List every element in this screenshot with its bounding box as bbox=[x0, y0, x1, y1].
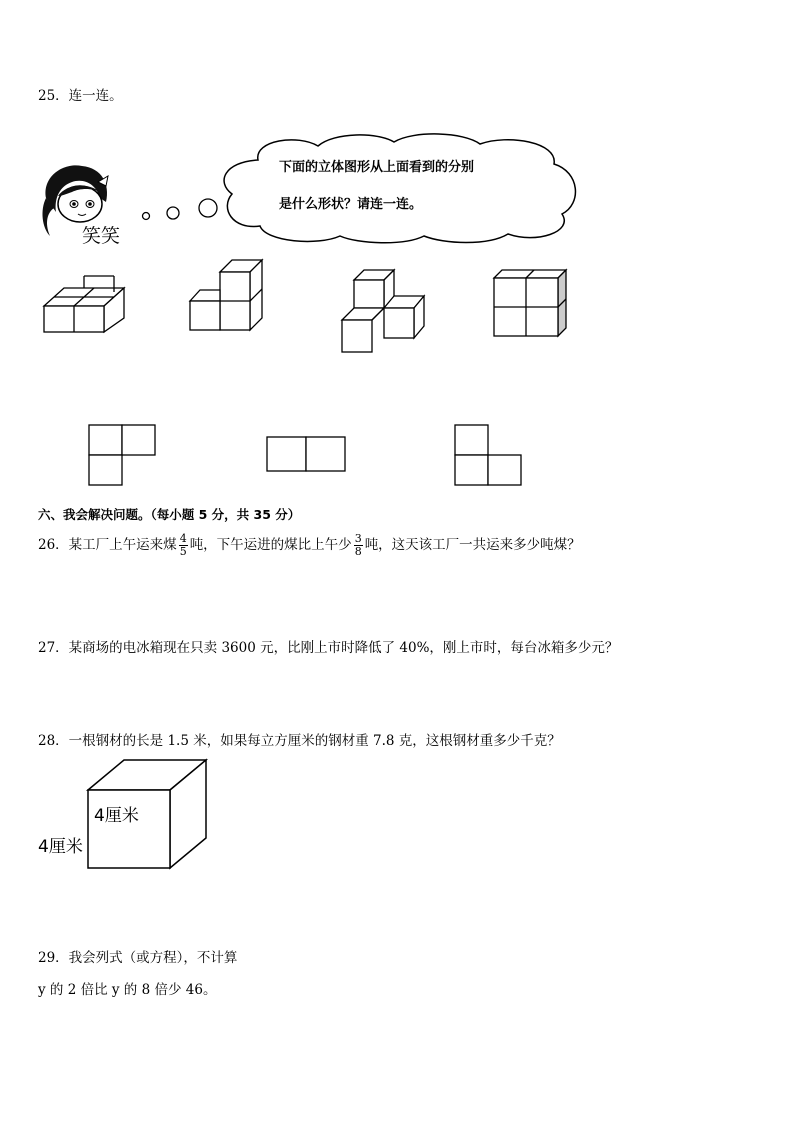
thought-dots bbox=[140, 196, 220, 226]
fraction-denominator: 8 bbox=[354, 545, 362, 558]
plane-view-2 bbox=[266, 436, 348, 474]
plane-view-1 bbox=[88, 424, 158, 488]
q27-text: 27．某商场的电冰箱现在只卖 3600 元，比刚上市时降低了 40%，刚上市时，每台冰箱多少元？ bbox=[38, 640, 619, 656]
plane-view-3 bbox=[454, 424, 526, 488]
q26-middle: 吨，下午运进的煤比上午少 bbox=[189, 537, 352, 553]
solid-figure-4 bbox=[492, 268, 568, 338]
bubble-line-2: 是什么形状？请连一连。 bbox=[279, 197, 423, 212]
fraction-numerator: 4 bbox=[179, 532, 187, 545]
fraction-numerator: 3 bbox=[354, 532, 362, 545]
label-left-dimension: 4厘米 bbox=[38, 837, 83, 857]
solid-figure-1 bbox=[44, 276, 124, 332]
character-name: 笑笑 bbox=[82, 225, 121, 247]
q28-text: 28．一根钢材的长是 1.5 米，如果每立方厘米的钢材重 7.8 克，这根钢材重多少千克？ bbox=[38, 733, 561, 749]
fraction-four-fifths bbox=[179, 533, 188, 558]
bubble-line-1: 下面的立体图形从上面看到的分别 bbox=[279, 160, 475, 175]
section-heading: 六、我会解决问题。（每小题 5 分，共 35 分） bbox=[38, 507, 301, 522]
q29-line-2: y 的 2 倍比 y 的 8 倍少 46。 bbox=[38, 982, 217, 998]
thought-cloud bbox=[218, 132, 584, 244]
fraction-denominator: 5 bbox=[179, 545, 187, 558]
q26-suffix: 吨，这天该工厂一共运来多少吨煤？ bbox=[364, 537, 581, 553]
q29-line-1: 29．我会列式（或方程），不计算 bbox=[38, 950, 238, 966]
fraction-three-eighths bbox=[354, 533, 363, 558]
label-top-dimension: 4厘米 bbox=[94, 806, 139, 826]
solid-figure-2 bbox=[188, 258, 264, 330]
q26-text bbox=[38, 528, 581, 562]
solid-figure-3 bbox=[340, 268, 426, 354]
q25-label: 25．连一连。 bbox=[38, 88, 123, 104]
q26-prefix: 26．某工厂上午运来煤 bbox=[38, 537, 177, 553]
